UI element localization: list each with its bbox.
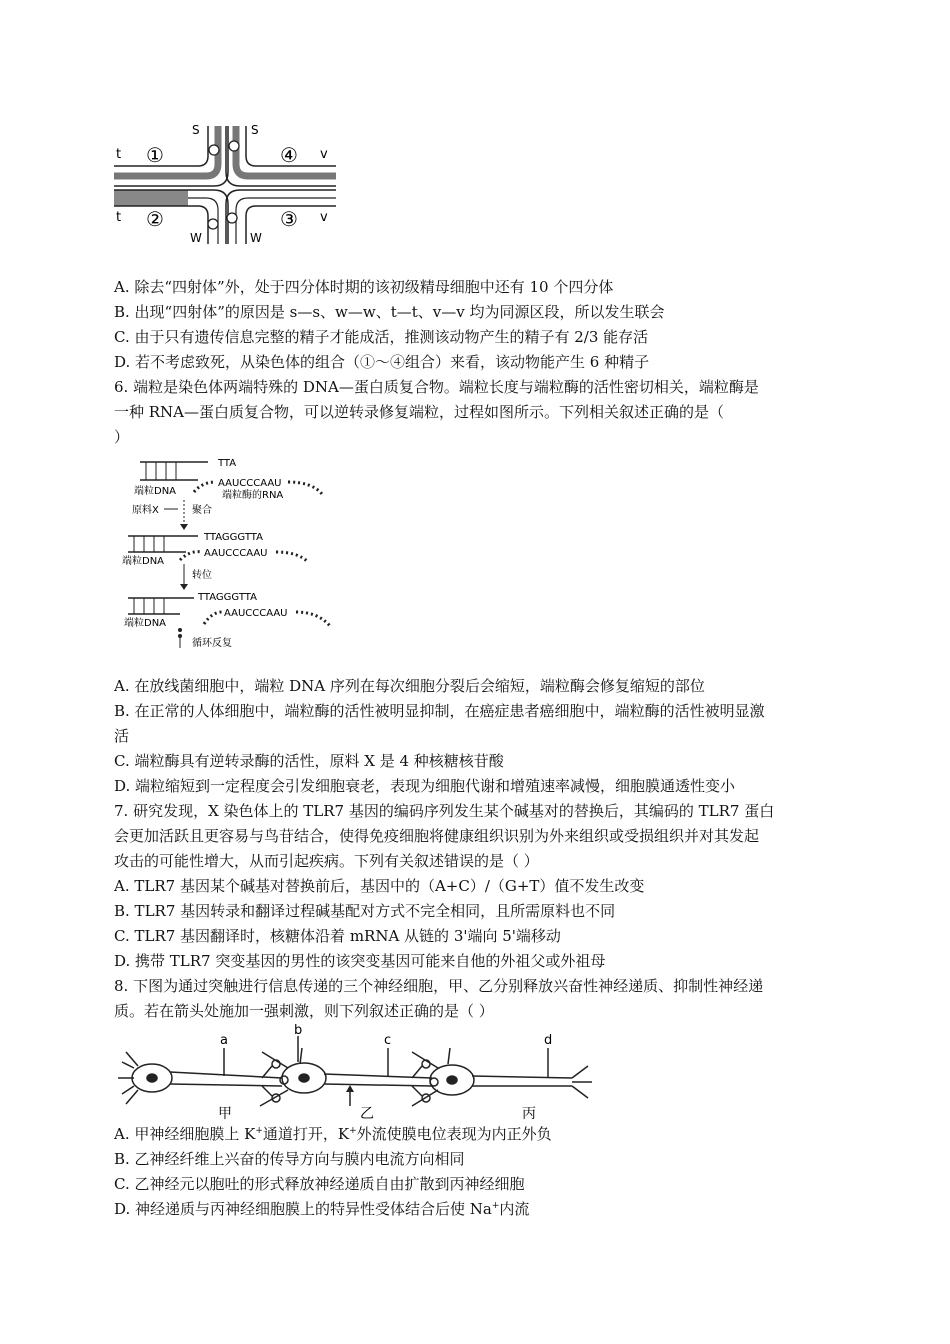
- q6-stem-line3: ）: [114, 428, 130, 446]
- centromere-icon: [227, 213, 237, 223]
- seq-stage3: TTAGGGTTA: [198, 592, 257, 603]
- label-circle-4: ④: [280, 143, 298, 167]
- label-t-top: t: [116, 147, 122, 162]
- neuron-label-yi: 乙: [360, 1106, 374, 1122]
- electrode-d-label: d: [544, 1033, 553, 1048]
- q6-stem-line2: 一种 RNA—蛋白质复合物，可以逆转录修复端粒，过程如图所示。下列相关叙述正确的是（: [114, 403, 725, 421]
- neuron-jia: [118, 1052, 282, 1104]
- arrow-down-icon: [180, 584, 188, 590]
- centromere-icon: [208, 219, 218, 229]
- cycle-repeat-label: 循环反复: [192, 638, 232, 649]
- neuron-label-jia: 甲: [218, 1106, 232, 1122]
- q8-stem-line2: 质。若在箭头处施加一强刺激，则下列叙述正确的是（ ）: [114, 1002, 494, 1020]
- q7-option-c: C. TLR7 基因翻译时，核糖体沿着 mRNA 从链的 3'端向 5'端移动: [114, 927, 561, 945]
- label-s-left: S: [192, 123, 200, 137]
- polymerize-label: 聚合: [192, 505, 212, 516]
- centromere-icon: [209, 145, 219, 155]
- q5-option-d: D. 若不考虑致死，从染色体的组合（①～④组合）来看，该动物能产生 6 种精子: [114, 353, 650, 371]
- telomere-dna-label-3: 端粒DNA: [124, 618, 167, 629]
- q8-option-c: C. 乙神经元以胞吐的形式释放神经递质自由扩散到丙神经细胞: [114, 1175, 525, 1193]
- three-neurons-figure: [112, 1022, 596, 1122]
- tta-seq: TTA: [218, 458, 237, 469]
- q6-option-d: D. 端粒缩短到一定程度会引发细胞衰老，表现为细胞代谢和增殖速率减慢，细胞膜通透性变小: [114, 777, 736, 795]
- q5-option-a: A. 除去“四射体”外，处于四分体时期的该初级精母细胞中还有 10 个四分体: [114, 278, 614, 296]
- q7-stem-line3: 攻击的可能性增大，从而引起疾病。下列有关叙述错误的是（ ）: [114, 852, 539, 870]
- four-radial-chromosome-figure: [110, 120, 350, 250]
- q7-stem-line1: 7. 研究发现，X 染色体上的 TLR7 基因的编码序列发生某个碱基对的替换后，其编码的 TLR7 蛋白: [114, 802, 775, 820]
- rna-seq-2: AAUCCCAAU: [204, 548, 268, 559]
- arrow-down-icon: [180, 524, 188, 530]
- stimulus-arrow-icon: [346, 1085, 354, 1092]
- label-t-bottom: t: [116, 210, 122, 225]
- label-w-right: W: [250, 231, 262, 245]
- label-v-bottom: v: [320, 210, 328, 225]
- telomere-dna-label-2: 端粒DNA: [122, 556, 165, 567]
- electrode-c-label: c: [384, 1033, 392, 1048]
- q8-stem-line1: 8. 下图为通过突触进行信息传递的三个神经细胞，甲、乙分别释放兴奋性神经递质、抑制性神经递: [114, 977, 764, 995]
- label-circle-1: ①: [146, 143, 164, 167]
- label-circle-2: ②: [146, 207, 164, 231]
- q6-option-b-line2: 活: [114, 727, 130, 745]
- electrode-b-label: b: [294, 1023, 303, 1038]
- neuron-bing: [412, 1048, 592, 1106]
- telomere-dna-label-1: 端粒DNA: [134, 486, 177, 497]
- q7-stem-line2: 会更加活跃且更容易与鸟苷结合，使得免疫细胞将健康组织识别为外来组织或受损组织并对其发起: [114, 827, 760, 845]
- q6-option-c: C. 端粒酶具有逆转录酶的活性，原料 X 是 4 种核糖核苷酸: [114, 752, 504, 770]
- label-s-right: S: [251, 123, 259, 137]
- rna-seq-3: AAUCCCAAU: [224, 608, 288, 619]
- seq-stage2: TTAGGGTTA: [204, 532, 263, 543]
- q5-option-c: C. 由于只有遗传信息完整的精子才能成活，推测该动物产生的精子有 2/3 能存活: [114, 328, 649, 346]
- label-circle-3: ③: [280, 207, 298, 231]
- q7-option-a: A. TLR7 基因某个碱基对替换前后，基因中的（A+C）/（G+T）值不发生改变: [114, 877, 645, 895]
- q6-stem-line1: 6. 端粒是染色体两端特殊的 DNA—蛋白质复合物。端粒长度与端粒酶的活性密切相关，端粒酶是: [114, 378, 759, 396]
- label-v-top: v: [320, 147, 328, 162]
- raw-material-label: 原料X: [132, 505, 159, 516]
- q8-option-a: A. 甲神经细胞膜上 K+通道打开，K+外流使膜电位表现为内正外负: [114, 1125, 552, 1143]
- translocation-label: 转位: [192, 570, 212, 581]
- q8-option-d: D. 神经递质与丙神经细胞膜上的特异性受体结合后使 Na+内流: [114, 1200, 530, 1218]
- rna-seq-1: AAUCCCAAU: [218, 478, 282, 489]
- q5-option-b: B. 出现“四射体”的原因是 s—s、w—w、t—t、v—v 均为同源区段，所以发生联会: [114, 303, 665, 321]
- telomere-dna-stage2: [128, 536, 198, 552]
- telomere-dna-stage1: [140, 462, 208, 480]
- neuron-label-bing: 丙: [522, 1106, 536, 1122]
- centromere-icon: [229, 141, 239, 151]
- q8-option-b: B. 乙神经纤维上兴奋的传导方向与膜内电流方向相同: [114, 1150, 465, 1168]
- q6-option-a: A. 在放线菌细胞中，端粒 DNA 序列在每次细胞分裂后会缩短，端粒酶会修复缩短的部位: [114, 677, 705, 695]
- q7-option-d: D. 携带 TLR7 突变基因的男性的该突变基因可能来自他的外祖父或外祖母: [114, 952, 606, 970]
- q6-option-b-line1: B. 在正常的人体细胞中，端粒酶的活性被明显抑制，在癌症患者癌细胞中，端粒酶的活性被明显激: [114, 702, 765, 720]
- electrode-a-label: a: [220, 1033, 228, 1048]
- telomerase-rna-label: 端粒酶的RNA: [222, 490, 284, 501]
- q7-option-b: B. TLR7 基因转录和翻译过程碱基配对方式不完全相同，且所需原料也不同: [114, 902, 616, 920]
- label-w-left: W: [190, 231, 202, 245]
- telomerase-process-figure: [118, 452, 358, 652]
- telomere-dna-stage3: [128, 598, 194, 614]
